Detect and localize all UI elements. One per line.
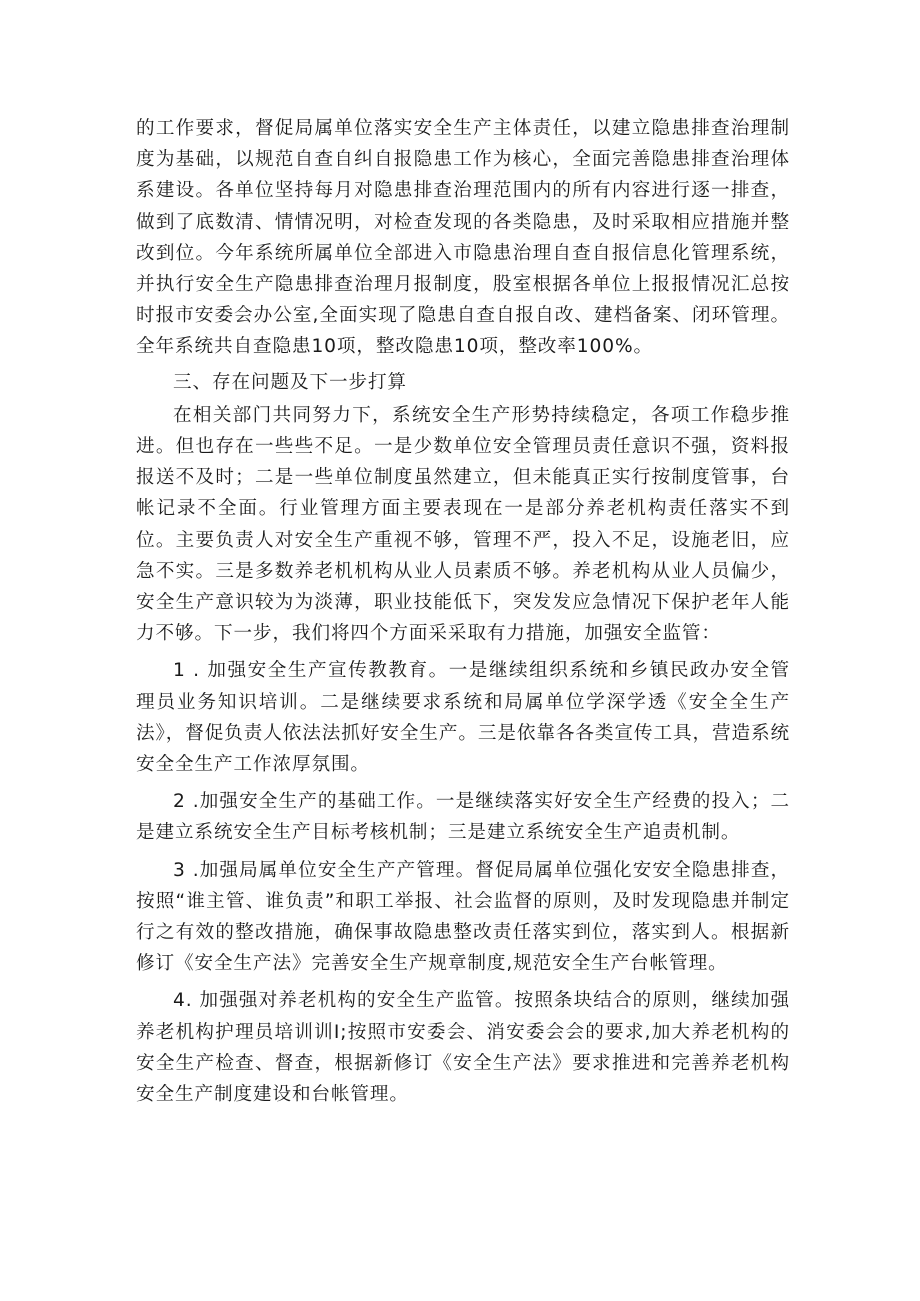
document-body	[136, 113, 790, 1110]
list-item-2: 2 .加强安全生产的基础工作。一是继续落实好安全生产经费的投入；二是建立系统安全生产目标考核机制；三是建立系统安全生产追责机制。	[136, 791, 790, 844]
paragraph-problems: 在相关部门共同努力下，系统安全生产形势持续稳定，各项工作稳步推进。但也存在一些些不足。一是少数单位安全管理员责任意识不强，资料报报送不及时；二是一些单位制度虽然建立，但未能真正实行按制度管事，台帐记录不全面。行业管理方面主要表现在一是部分养老机构责任落实不到位。主要负责人对安全生产重视不够，管理不严，投入不足，设施老旧，应急不实。三是多数养老机机构从业人员素质不够。养老机构从业人员偏少，安全生产意识较为为淡薄，职业技能低下，突发发应急情况下保护老年人能力不够。下一步，我们将四个方面采采取有力措施，加强安全监管：	[136, 404, 790, 645]
section-heading: 三、存在问题及下一步打算	[173, 371, 407, 393]
paragraph-continuation: 的工作要求，督促局属单位落实安全生产主体责任，以建立隐患排查治理制度为基础，以规范自查自纠自报隐患工作为核心，全面完善隐患排查治理体系建设。各单位坚持每月对隐患排查治理范围内的所有内容进行逐一排查，做到了底数清、情情况明，对检查发现的各类隐患，及时采取相应措施并整改到位。今年系统所属单位全部进入市隐患治理自查自报信息化管理系统，并执行安全生产隐患排查治理月报制度，股室根据各单位上报报情况汇总按时报市安委会办公室,全面实现了隐患自查自报自改、建档备案、闭环管理。全年系统共自查隐患10项，整改隐患10项，整改率100%。	[136, 118, 790, 358]
list-item-4: 4. 加强强对养老机构的安全生产监管。按照条块结合的原则，继续加强养老机构护理员培训训I;按照市安委会、消安委会会的要求,加大养老机构的安全生产检查、督查，根据新修订《安全生产法》要求推进和完善养老机构安全生产制度建设和台帐管理。	[136, 990, 790, 1106]
list-item-1: 1 . 加强安全生产宣传教教育。一是继续组织系统和乡镇民政办安全管理员业务知识培训。二是继续要求系统和局属单位学深学透《安全全生产法》，督促负责人依法法抓好安全生产。三是依靠各各类宣传工具，营造系统安全全生产工作浓厚氛围。	[136, 660, 790, 776]
list-item-3: 3 .加强局属单位安全生产产管理。督促局属单位强化安安全隐患排查，按照“谁主管、谁负责”和职工举报、社会监督的原则，及时发现隐患并制定行之有效的整改措施，确保事故隐患整改责任落实到位，落实到人。根据新修订《安全生产法》完善安全生产规章制度,规范安全生产台帐管理。	[136, 859, 790, 975]
